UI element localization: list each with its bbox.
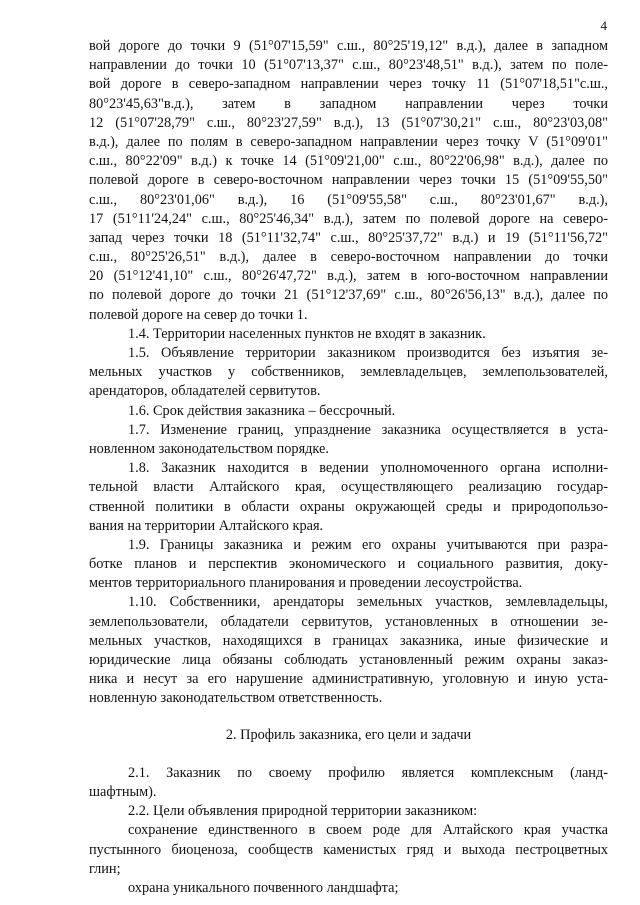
text-line: 80°23'45,63"в.д.), затем в западном направлении через точки xyxy=(89,95,608,112)
section-2-heading: 2. Профиль заказника, его цели и задачи xyxy=(225,726,472,743)
text-line: ственной политики в области охраны окружающей среды и природопользо- xyxy=(89,498,608,515)
text-line: 1.7. Изменение границ, упразднение заказника осуществляется в уста- xyxy=(128,421,608,438)
text-line: 2.1. Заказник по своему профилю является комплексным (ланд- xyxy=(128,764,608,781)
paragraph-1-6: 1.6. Срок действия заказника – бессрочный. xyxy=(128,402,396,419)
page-number: 4 xyxy=(600,18,607,33)
text-line: юридические лица обязаны соблюдать установленный режим охраны заказ- xyxy=(89,652,608,668)
text-line: ника и несут за его нарушение административную, уголовную и иную уста- xyxy=(89,671,608,688)
text-line: 12 (51°07'28,79" с.ш., 80°23'27,59" в.д.), 13 (51°07'30,21" с.ш., 80°23'03,08" xyxy=(89,114,608,131)
text-line: новленном законодательством порядке. xyxy=(89,440,329,457)
paragraph-2-1 xyxy=(89,765,608,803)
text-line: вой дороге до точки 9 (51°07'15,59" с.ш., 80°25'19,12" в.д.), далее в западном xyxy=(89,38,608,54)
paragraph-1-4: 1.4. Территории населенных пунктов не входят в заказник. xyxy=(128,325,486,342)
paragraph-1-5 xyxy=(89,345,608,403)
text-line: 1.5. Объявление территории заказником производится без изъятия зе- xyxy=(128,345,608,361)
text-line: 1.8. Заказник находится в ведении уполномоченного органа исполни- xyxy=(128,460,608,477)
text-line: мельных участков, находящихся в границах заказника, иные физические и xyxy=(89,632,608,649)
text-line: тельной власти Алтайского края, осуществляющего реализацию государ- xyxy=(89,479,608,496)
text-line: 1.9. Границы заказника и режим его охраны учитываются при разра- xyxy=(128,536,608,553)
text-line: арендаторов, обладателей сервитутов. xyxy=(89,383,321,400)
text-line: землепользователи, обладатели сервитутов, установленных в отношении зе- xyxy=(89,613,608,630)
paragraph-1-3-continuation xyxy=(89,38,608,326)
paragraph-1-7 xyxy=(89,422,608,460)
text-line: 20 (51°12'41,10" с.ш., 80°26'47,72" в.д.), затем в юго-восточном направлении xyxy=(89,268,608,285)
text-line: полевой дороге на север до точки 1. xyxy=(89,306,308,323)
goal-item-2: охрана уникального почвенного ландшафта; xyxy=(128,879,399,896)
document-body xyxy=(89,38,608,899)
text-line: в.д.), далее по полям в северо-западном направлении через точку V (51°09'01" xyxy=(89,133,608,150)
text-line: мельных участков у собственников, землевладельцев, землепользователей, xyxy=(89,364,608,381)
text-line: направлении до точки 10 (51°07'13,37" с.ш., 80°23'48,51" в.д.), затем по поле- xyxy=(89,57,608,74)
paragraph-1-8 xyxy=(89,460,608,537)
text-line: пустынного биоценоза, сообществ каменистых гряд и выхода пестроцветных xyxy=(89,841,608,858)
text-line: ботке планов и перспектив экономического и социального развития, доку- xyxy=(89,556,608,573)
paragraph-1-10 xyxy=(89,594,608,709)
text-line: ментов территориального планирования и проведении лесоустройства. xyxy=(89,575,523,592)
text-line: запад через точки 18 (51°11'32,74" с.ш., 80°25'37,72" в.д.) и 19 (51°11'56,72" xyxy=(89,229,608,246)
goal-item-1 xyxy=(89,822,608,880)
text-line: шафтным). xyxy=(89,783,157,800)
text-line: вания на территории Алтайского края. xyxy=(89,517,324,534)
text-line: полевой дороге в северо-восточном направлении через точки 15 (51°09'55,50" xyxy=(89,172,608,189)
paragraph-1-9 xyxy=(89,537,608,595)
text-line: 1.10. Собственники, арендаторы земельных участков, землевладельцы, xyxy=(128,594,608,611)
text-line: с.ш., 80°23'01,06" в.д.), 16 (51°09'55,58" с.ш., 80°23'01,67" в.д.), xyxy=(89,191,608,208)
text-line: вой дороге в северо-западном направлении через точку 11 (51°07'18,51"с.ш., xyxy=(89,76,608,93)
text-line: 17 (51°11'24,24" с.ш., 80°25'46,34" в.д.), затем по полевой дороге на северо- xyxy=(89,210,608,227)
paragraph-2-2: 2.2. Цели объявления природной территории заказником: xyxy=(128,803,478,820)
text-line: с.ш., 80°25'26,51" в.д.), далее в северо-восточном направлении до точки xyxy=(89,249,608,266)
text-line: сохранение единственного в своем роде для Алтайского края участка xyxy=(128,822,608,839)
text-line: глин; xyxy=(89,860,121,877)
text-line: по полевой дороге до точки 21 (51°12'37,69" с.ш., 80°26'56,13" в.д.), далее по xyxy=(89,287,608,304)
text-line: с.ш., 80°22'09" в.д.) к точке 14 (51°09'21,00" с.ш., 80°22'06,98" в.д.), далее по xyxy=(89,153,608,170)
text-line: новленную законодательством ответственность. xyxy=(89,690,383,707)
